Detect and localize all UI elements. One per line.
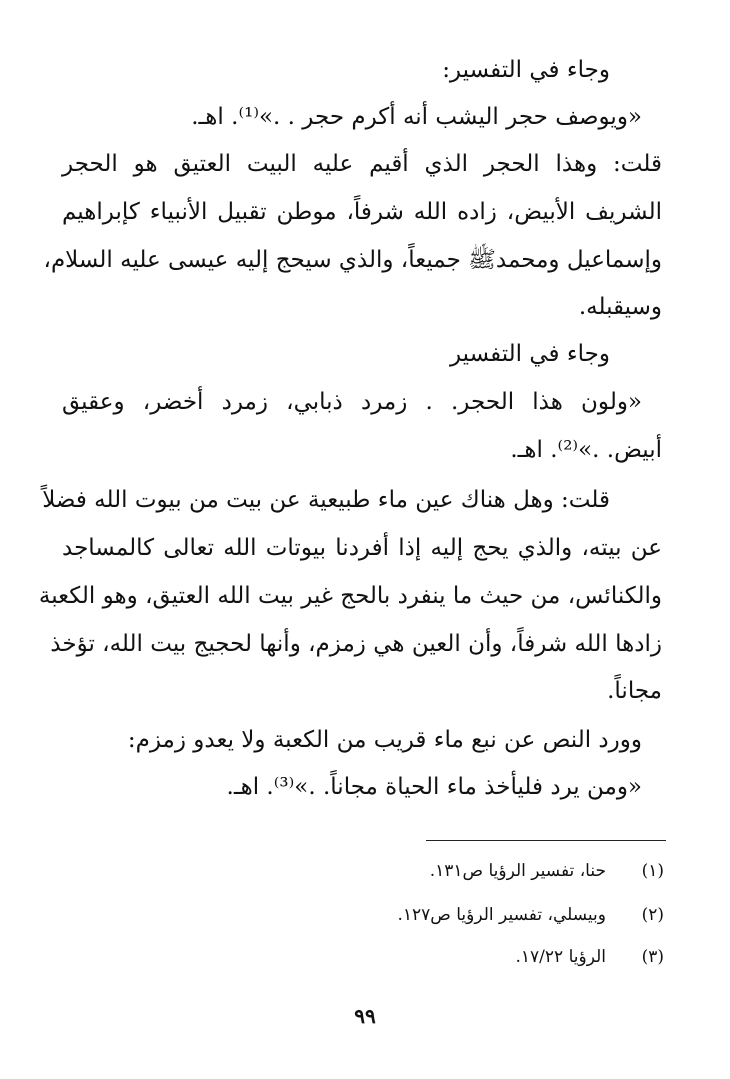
text-line: وجاء في التفسير: [442,57,610,83]
text-line: وجاء في التفسير [449,341,610,367]
text-line: وسيقبله. [578,294,662,320]
text-line: زادها الله شرفاً، وأن العين هي زمزم، وأنها لحجيج بيت الله، تؤخذ [50,631,662,657]
footnote [516,945,664,969]
text-line: والكنائس، من حيث ما ينفرد بالحج غير بيت الله العتيق، وهو الكعبة [38,583,662,609]
page-number: ٩٩ [354,1004,376,1028]
footnote-number: (١) [641,861,664,881]
text-line: وإسماعيل ومحمدﷺ جميعاً، والذي سيحج إليه عيسى عليه السلام، [43,247,662,273]
quote-line: «ولون هذا الحجر. . زمرد ذبابي، زمرد أخضر، وعقيق [62,389,642,415]
footnote-text: الرؤيا ١٧/٢٢. [515,947,606,967]
footnote-number: (٣) [641,947,664,967]
footnote-number: (٢) [641,905,664,925]
text-line: وورد النص عن نبع ماء قريب من الكعبة ولا يعدو زمزم: [127,727,642,753]
text-line: الشريف الأبيض، زاده الله شرفاً، موطن تقبيل الأنبياء كإبراهيم [62,199,662,225]
quote-line: «ومن يرد فليأخذ ماء الحياة مجاناً. .»⁽³⁾. اهـ. [226,774,642,800]
text-line: قلت: وهذا الحجر الذي أقيم عليه البيت العتيق هو الحجر [62,151,662,177]
text-line: مجاناً. [607,678,662,704]
footnote-separator [426,840,666,841]
quote-line: «ويوصف حجر اليشب أنه أكرم حجر . .»⁽¹⁾. اهـ. [191,104,642,130]
footnote-text: حنا، تفسير الرؤيا ص١٣١. [429,861,606,881]
footnote [430,859,664,883]
footnote-text: وبيسلي، تفسير الرؤيا ص١٢٧. [397,905,606,925]
text-line: قلت: وهل هناك عين ماء طبيعية عن بيت من بيوت الله فضلاً [42,487,610,513]
text-line: عن بيته، والذي يحج إليه إذا أفردنا بيوتات الله تعالى كالمساجد [62,535,662,561]
quote-line: أبيض. .»⁽²⁾. اهـ. [510,437,662,463]
footnote [397,903,664,927]
